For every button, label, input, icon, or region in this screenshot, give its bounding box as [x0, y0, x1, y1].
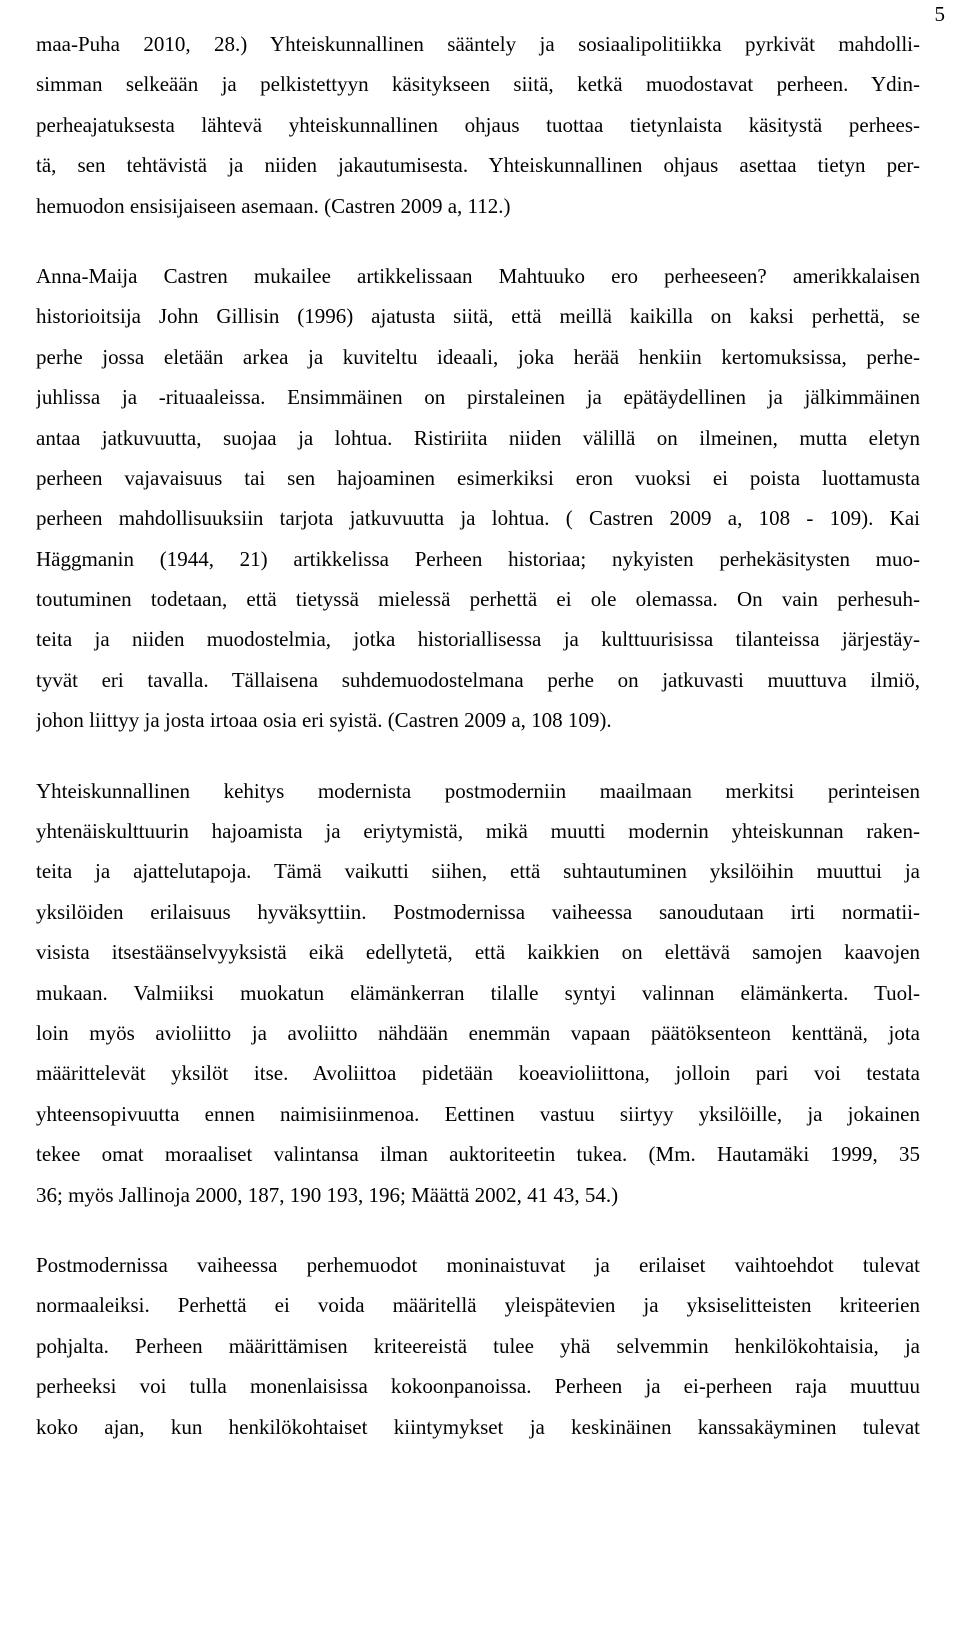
text-line: loin myös avioliitto ja avoliitto nähdään enemmän vapaan päätöksenteon kenttänä, jota [36, 1020, 920, 1045]
paragraph [36, 1245, 920, 1447]
text-line: yhtenäiskulttuurin hajoamista ja eriytymistä, mikä muutti modernin yhteiskunnan raken- [36, 819, 920, 844]
text-line: perheeksi voi tulla monenlaisissa kokoonpanoissa. Perheen ja ei-perheen raja muuttuu [36, 1374, 920, 1399]
text-line: johon liittyy ja josta irtoaa osia eri syistä. (Castren 2009 a, 108 109). [36, 708, 612, 733]
text-line: määrittelevät yksilöt itse. Avoliittoa pidetään koeavioliittona, jolloin pari voi testata [36, 1061, 920, 1086]
text-line: perheajatuksesta lähtevä yhteiskunnallinen ohjaus tuottaa tietynlaista käsitystä perhees- [36, 112, 920, 137]
text-line: Yhteiskunnallinen kehitys modernista postmoderniin maailmaan merkitsi perinteisen [36, 778, 920, 803]
text-line: Postmodernissa vaiheessa perhemuodot moninaistuvat ja erilaiset vaihtoehdot tulevat [36, 1252, 920, 1277]
text-line: tekee omat moraaliset valintansa ilman auktoriteetin tukea. (Mm. Hautamäki 1999, 35 [36, 1142, 920, 1167]
page-number: 5 [934, 2, 945, 26]
text-line: teita ja ajattelutapoja. Tämä vaikutti siihen, että suhtautuminen yksilöihin muuttui ja [36, 859, 920, 884]
text-line: Anna-Maija Castren mukailee artikkelissaan Mahtuuko ero perheeseen? amerikkalaisen [36, 263, 920, 288]
text-line: 36; myös Jallinoja 2000, 187, 190 193, 196; Määttä 2002, 41 43, 54.) [36, 1182, 619, 1207]
text-line: teita ja niiden muodostelmia, jotka historiallisessa ja kulttuurisissa tilanteissa järjestäy- [36, 627, 920, 652]
paragraph [36, 771, 920, 1215]
text-line: Häggmanin (1944, 21) artikkelissa Perheen historiaa; nykyisten perhekäsitysten muo- [36, 546, 920, 571]
paragraph [36, 24, 920, 226]
text-line: juhlissa ja -rituaaleissa. Ensimmäinen on pirstaleinen ja epätäydellinen ja jälkimmäinen [36, 385, 920, 410]
text-line: tyvät eri tavalla. Tällaisena suhdemuodostelmana perhe on jatkuvasti muuttuva ilmiö, [36, 667, 920, 692]
text-line: tä, sen tehtävistä ja niiden jakautumisesta. Yhteiskunnallinen ohjaus asettaa tietyn per- [36, 153, 920, 178]
text-line: maa-Puha 2010, 28.) Yhteiskunnallinen sääntely ja sosiaalipolitiikka pyrkivät mahdolli- [36, 32, 920, 56]
text-line: antaa jatkuvuutta, suojaa ja lohtua. Ristiriita niiden välillä on ilmeinen, mutta eletyn [36, 425, 920, 450]
text-line: simman selkeään ja pelkistettyyn käsitykseen siitä, ketkä muodostavat perheen. Ydin- [36, 72, 920, 97]
text-line: koko ajan, kun henkilökohtaiset kiintymykset ja keskinäinen kanssakäyminen tulevat [36, 1414, 920, 1439]
text-line: normaaleiksi. Perhettä ei voida määritellä yleispätevien ja yksiselitteisten kriteerien [36, 1293, 920, 1318]
text-line: hemuodon ensisijaiseen asemaan. (Castren 2009 a, 112.) [36, 193, 511, 218]
paragraph [36, 256, 920, 741]
document-body [36, 24, 920, 1447]
text-line: yhteensopivuutta ennen naimisiinmenoa. Eettinen vastuu siirtyy yksilöille, ja jokainen [36, 1101, 920, 1126]
text-line: perhe jossa eletään arkea ja kuviteltu ideaali, joka herää henkiin kertomuksissa, perhe- [36, 344, 920, 369]
text-line: historioitsija John Gillisin (1996) ajatusta siitä, että meillä kaikilla on kaksi perhettä, se [36, 304, 920, 329]
text-line: mukaan. Valmiiksi muokatun elämänkerran tilalle syntyi valinnan elämänkerta. Tuol- [36, 980, 920, 1005]
text-line: perheen vajavaisuus tai sen hajoaminen esimerkiksi eron vuoksi ei poista luottamusta [36, 465, 920, 490]
text-line: yksilöiden erilaisuus hyväksyttiin. Postmodernissa vaiheessa sanoudutaan irti normatii- [36, 899, 920, 924]
text-line: toutuminen todetaan, että tietyssä mielessä perhettä ei ole olemassa. On vain perhesuh- [36, 587, 920, 612]
text-line: visista itsestäänselvyyksistä eikä edellytetä, että kaikkien on elettävä samojen kaavojen [36, 940, 920, 965]
text-line: pohjalta. Perheen määrittämisen kriteereistä tulee yhä selvemmin henkilökohtaisia, ja [36, 1333, 920, 1358]
text-line: perheen mahdollisuuksiin tarjota jatkuvuutta ja lohtua. ( Castren 2009 a, 108 - 109). Kai [36, 506, 920, 531]
